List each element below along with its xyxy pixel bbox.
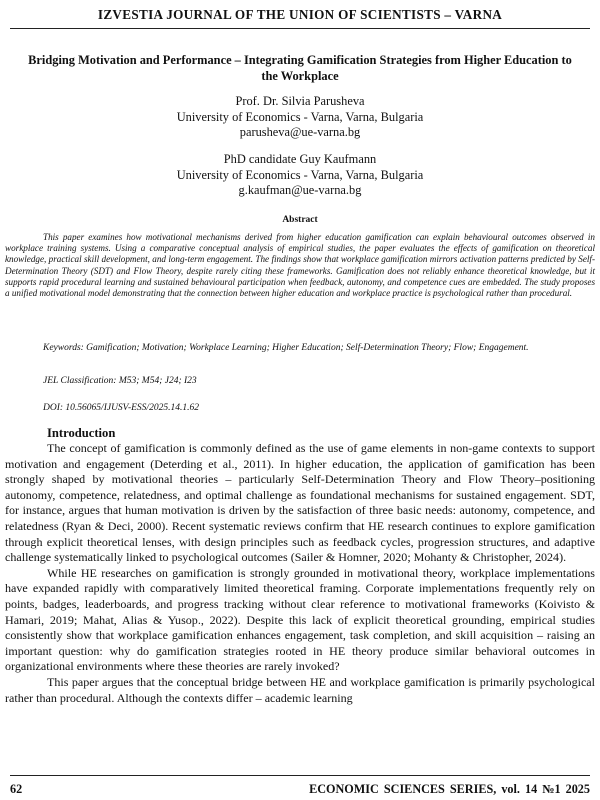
article-title: Bridging Motivation and Performance – Integrating Gamification Strategies from Higher Education to the Workplace	[28, 53, 572, 83]
paragraph: The concept of gamification is commonly defined as the use of game elements in non-game contexts to support motivation and engagement (Deterding et al., 2011). In higher education, the application of gamification has been strongly shaped by motivational theories – particularly Self-Determination Theory and Flow Theory–positioning autonomy, competence, relatedness, and optimal challenge as foundational mechanisms for sustained engagement. SDT, for instance, argues that human motivation is driven by the satisfaction of three basic needs: autonomy, competence, and relatedness (Ryan & Deci, 2000). Recent systematic reviews confirm that HE research continues to explore gamification through explicit theoretical lenses, with design principles such as feedback cycles, progression structures, and adaptive challenge systematically linked to psychological outcomes (Sailer & Homner, 2020; Mohanty & Christopher, 2024).	[5, 441, 595, 565]
author-name: Prof. Dr. Silvia Parusheva	[235, 94, 365, 108]
paragraph: While HE researches on gamification is strongly grounded in motivational theory, workplace implementations have expanded rapidly with comparatively limited theoretical framing. Corporate implementations frequently rely on points, badges, leaderboards, and progress tracking without clear reference to motivational frameworks (Koivisto & Hamari, 2019; Mahat, Alias & Yusop., 2022). Despite this lack of explicit theoretical grounding, empirical studies consistently show that workplace gamification enhances engagement, task completion, and skill acquisition – raising an important question: why do gamification strategies rooted in HE theory produce similar behavioral outcomes in organizational environments where these theories are rarely invoked?	[5, 565, 595, 674]
journal-header: IZVESTIA JOURNAL OF THE UNION OF SCIENTISTS – VARNA	[97, 7, 503, 22]
author-affiliation: University of Economics - Varna, Varna, Bulgaria	[176, 167, 424, 182]
page-number: 62	[10, 782, 23, 796]
author-name: PhD candidate Guy Kaufmann	[223, 152, 377, 166]
abstract-text: This paper examines how motivational mechanisms derived from higher education gamification can explain behavioural outcomes observed in workplace training systems. Using a comparative conceptual analysis of empirical studies, the paper evaluates the effects of gamification on theoretical knowledge, practical skill development, and long-term engagement. The findings show that workplace gamification mirrors activation patterns predicted by Self-Determination Theory (SDT) and Flow Theory, despite rarely citing these frameworks. Gamification does not reliably enhance theoretical knowledge, but it supports rapid procedural learning and sustained behavioural participation when feedback, autonomy, and competence cues are embedded. The study proposes a unified motivational model demonstrating that the connection between higher education and workplace practice is psychological rather than procedural.	[5, 232, 595, 299]
jel-classification: JEL Classification: M53; M54; J24; I23	[43, 376, 197, 386]
author-block	[20, 94, 580, 141]
author-email: parusheva@ue-varna.bg	[239, 125, 361, 139]
body-text	[5, 441, 595, 706]
doi: DOI: 10.56065/IJUSV-ESS/2025.14.1.62	[43, 403, 199, 413]
series-info: ECONOMIC SCIENCES SERIES, vol. 14 №1 2025	[309, 782, 590, 796]
author-affiliation: University of Economics - Varna, Varna, Bulgaria	[176, 109, 424, 124]
abstract-heading: Abstract	[282, 215, 318, 225]
author-email: g.kaufman@ue-varna.bg	[238, 183, 362, 197]
footer-rule	[10, 775, 590, 776]
section-heading: Introduction	[47, 426, 116, 440]
header-rule	[10, 28, 590, 29]
keywords: Keywords: Gamification; Motivation; Workplace Learning; Higher Education; Self-Determination Theory; Flow; Engagement.	[43, 343, 529, 353]
paragraph: This paper argues that the conceptual bridge between HE and workplace gamification is primarily psychological rather than procedural. Although the contexts differ – academic learning	[5, 674, 595, 705]
author-block	[20, 152, 580, 199]
